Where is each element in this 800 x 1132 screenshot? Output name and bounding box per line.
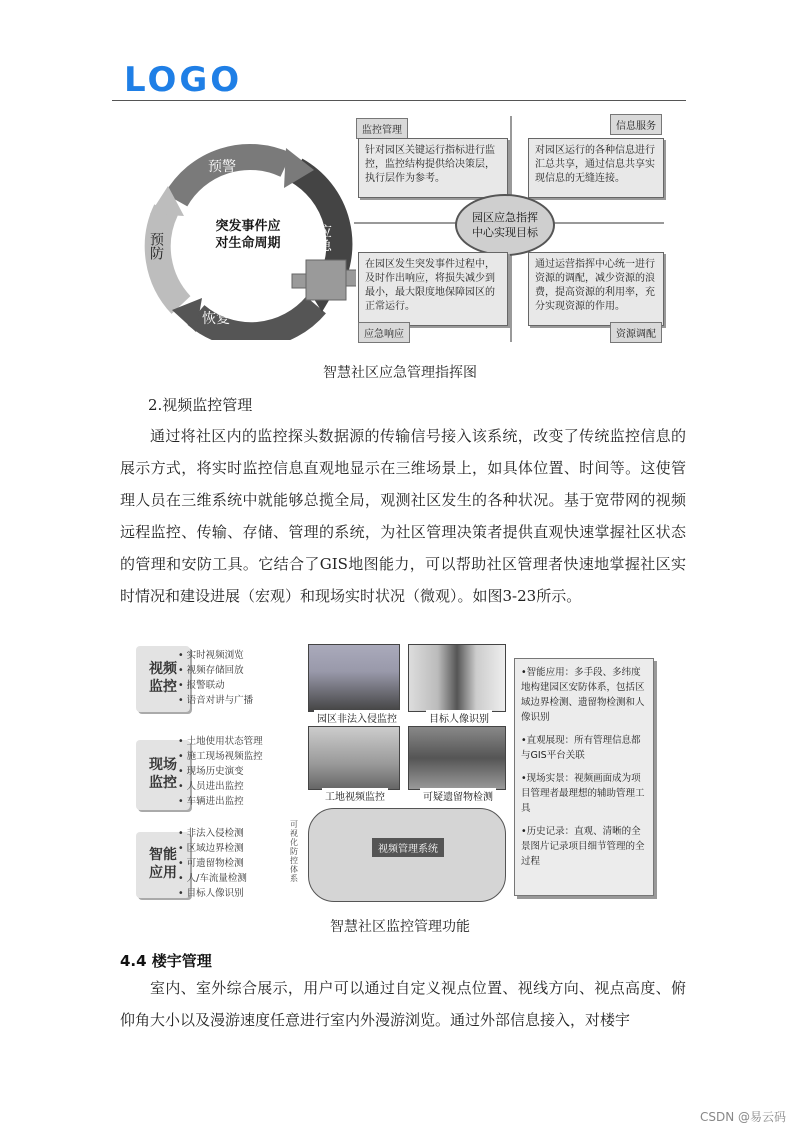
info-tag: 信息服务: [610, 114, 662, 135]
list-item: • 非法入侵检测: [178, 826, 247, 841]
category-label-line1: 智能: [149, 847, 177, 863]
section2-paragraph: 通过将社区内的监控探头数据源的传输信号接入该系统，改变了传统监控信息的展示方式，将实时监控信息直观地显示在三维场景上，如具体位置、时间等。这使管理人员在三维系统中就能够总揽全局，观测社区发生的各种状况。基于宽带网的视频远程监控、传输、存储、管理的系统，为社区管理决策者提供直观快速掌握社区状态的管理和安防工具。它结合了GIS地图能力，可以帮助社区管理者快速地掌握社区实时情况和建设进展（宏观）和现场实时状况（微观）。如图3-23所示。: [120, 427, 686, 605]
face-recognition-photo: [408, 644, 506, 712]
emergency-panel: 在园区发生突发事件过程中，及时作出响应，将损失减少到最小，最大限度地保障园区的正常运行。: [358, 252, 508, 326]
command-center-hub: [455, 194, 555, 256]
video-monitoring-list: [178, 648, 253, 708]
photo-label: 目标人像识别: [426, 710, 492, 725]
section-4-4-paragraph: 室内、室外综合展示，用户可以通过自定义视点位置、视线方向、视点高度、俯仰角大小以及漫游速度任意进行室内外漫游浏览。通过外部信息接入，对楼宇: [120, 979, 686, 1029]
list-item: • 视频存储回放: [178, 663, 253, 678]
list-item: • 实时视频浏览: [178, 648, 253, 663]
construction-site-photo: [308, 726, 400, 790]
site-monitoring-list: [178, 734, 263, 809]
list-item: • 语音对讲与广播: [178, 693, 253, 708]
cycle-center-line1: 突发事件应: [215, 219, 281, 234]
section2-heading: 2.视频监控管理: [148, 396, 253, 414]
system-title: 视频管理系统: [372, 838, 444, 857]
section-4-4-heading: 4.4 楼宇管理: [120, 952, 212, 970]
info-panel: 对园区运行的各种信息进行汇总共享，通过信息共享实现信息的无缝连接。: [528, 138, 664, 198]
cycle-center-line2: 对生命周期: [215, 236, 281, 251]
photo-label: 可疑遗留物检测: [420, 788, 496, 803]
feature-item: • 智能应用：多手段、多纬度地构建园区安防体系，包括区域边界检测、遗留物检测和人像识别: [521, 665, 647, 725]
feature-item: • 历史记录：直观、清晰的全景图片记录项目细节管理的全过程: [521, 824, 647, 869]
photo-label: 园区非法入侵监控: [314, 710, 400, 725]
list-item: • 车辆进出监控: [178, 794, 263, 809]
hub-line2: 中心实现目标: [472, 226, 538, 239]
emergency-tag: 应急响应: [358, 322, 410, 343]
feature-item: • 直观展现：所有管理信息都与GIS平台关联: [521, 733, 647, 763]
monitor-panel: 针对园区关键运行指标进行监控，监控结构提供给决策层，执行层作为参考。: [358, 138, 508, 198]
logo: LOGO: [124, 60, 243, 100]
category-label-line1: 视频: [149, 661, 177, 677]
intrusion-photo: [308, 644, 400, 712]
resource-panel: 通过运营指挥中心统一进行资源的调配，减少资源的浪费，提高资源的利用率，充分实现资源的作用。: [528, 252, 664, 326]
list-item: • 人员进出监控: [178, 779, 263, 794]
category-label-line2: 监控: [149, 775, 177, 791]
smart-application-list: [178, 826, 247, 901]
list-item: • 施工现场视频监控: [178, 749, 263, 764]
category-label-line2: 监控: [149, 679, 177, 695]
category-label-line2: 应用: [149, 865, 177, 881]
resource-tag: 资源调配: [610, 322, 662, 343]
monitoring-function-figure: [136, 640, 664, 902]
list-item: • 现场历史演变: [178, 764, 263, 779]
vertical-label: 可视化防控体系: [290, 820, 298, 883]
feature-summary-panel: [514, 658, 654, 896]
stage-prevention: 预防: [148, 232, 164, 260]
stage-recovery: 恢复: [202, 311, 230, 327]
list-item: • 可遗留物检测: [178, 856, 247, 871]
figure1-caption: 智慧社区应急管理指挥图: [323, 365, 477, 381]
stage-warning: 预警: [208, 159, 236, 175]
photo-label: 工地视频监控: [322, 788, 388, 803]
header-rule: [112, 100, 686, 101]
category-label-line1: 现场: [149, 757, 177, 773]
csdn-watermark: CSDN @易云码: [699, 1110, 786, 1124]
monitor-tag: 监控管理: [356, 118, 408, 139]
list-item: • 人/车流量检测: [178, 871, 247, 886]
emergency-command-figure: [136, 112, 664, 348]
figure2-caption: 智慧社区监控管理功能: [330, 919, 470, 935]
hub-line1: 园区应急指挥: [472, 211, 538, 224]
list-item: • 区域边界检测: [178, 841, 247, 856]
list-item: • 报警联动: [178, 678, 253, 693]
abandoned-object-photo: [408, 726, 506, 790]
list-item: • 目标人像识别: [178, 886, 247, 901]
stage-response: 应急: [316, 224, 332, 252]
list-item: • 土地使用状态管理: [178, 734, 263, 749]
feature-item: • 现场实景：视频画面成为项目管理者最理想的辅助管理工具: [521, 771, 647, 816]
lifecycle-cycle: [136, 140, 356, 340]
